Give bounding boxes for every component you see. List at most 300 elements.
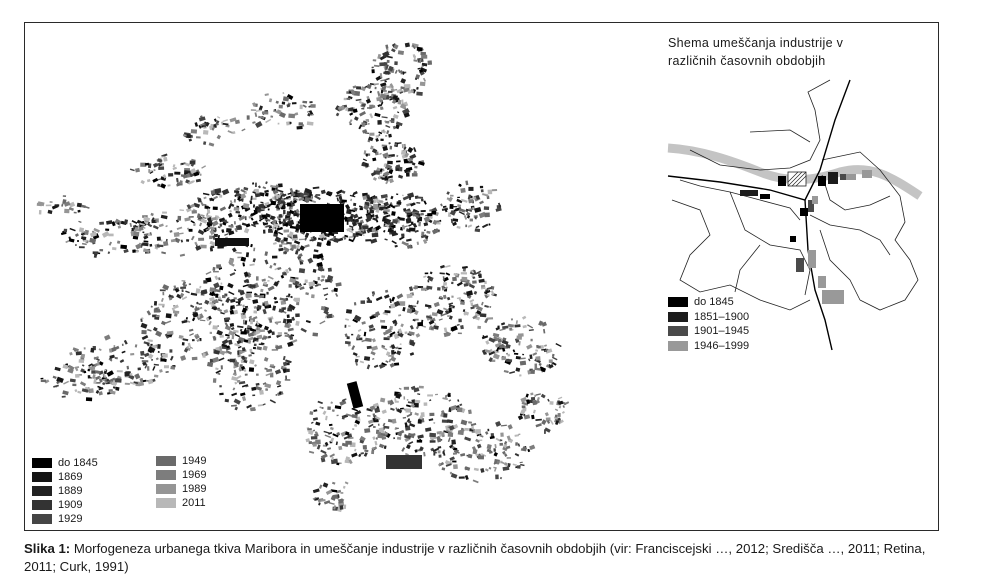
urban-block [361, 108, 364, 109]
legend-label: 1851–1900 [694, 310, 750, 323]
schema-industry [862, 170, 872, 178]
urban-block [279, 220, 282, 224]
urban-block [480, 186, 483, 188]
urban-block [238, 226, 242, 230]
urban-block [290, 226, 296, 229]
urban-block [134, 373, 140, 379]
urban-block [394, 61, 398, 65]
urban-block [182, 280, 186, 282]
urban-block [351, 453, 358, 458]
legend-label: 2011 [182, 497, 206, 509]
urban-block [450, 195, 454, 197]
urban-block [251, 109, 256, 111]
urban-block [465, 475, 469, 480]
legend-label: 1869 [58, 471, 83, 483]
urban-block [406, 243, 409, 246]
urban-block [430, 326, 433, 328]
urban-block [303, 283, 306, 285]
urban-block [402, 307, 405, 311]
urban-block [156, 357, 159, 360]
urban-block [96, 370, 101, 374]
urban-block [402, 226, 405, 230]
urban-block [507, 457, 511, 458]
legend-swatch [32, 500, 52, 510]
urban-block [439, 454, 442, 457]
urban-block [397, 293, 404, 299]
urban-block [280, 298, 287, 302]
urban-block [527, 449, 530, 452]
urban-block [61, 204, 63, 207]
urban-block [238, 289, 242, 292]
urban-block [252, 299, 258, 304]
urban-block [195, 122, 199, 127]
urban-block [391, 48, 396, 52]
urban-block [135, 168, 140, 173]
urban-block [219, 346, 221, 351]
urban-block [468, 454, 473, 459]
urban-block [309, 441, 312, 444]
urban-block [419, 386, 424, 389]
urban-block [245, 216, 247, 220]
urban-block [478, 455, 484, 459]
urban-block [410, 352, 414, 356]
urban-block [412, 173, 418, 176]
urban-block [265, 259, 269, 264]
urban-block [382, 409, 387, 414]
urban-block [191, 129, 197, 134]
urban-block [77, 240, 79, 242]
urban-block [109, 355, 115, 359]
urban-block [409, 197, 411, 200]
industrial-block [347, 381, 363, 409]
urban-block [341, 200, 346, 203]
urban-block [167, 184, 170, 186]
urban-block [492, 189, 497, 191]
urban-block [84, 347, 86, 349]
urban-block [464, 428, 469, 431]
urban-block [522, 405, 526, 408]
urban-block [213, 207, 218, 210]
urban-block [174, 232, 180, 237]
urban-block [558, 397, 563, 400]
schema-industry [778, 176, 786, 186]
urban-block [404, 84, 411, 89]
urban-block [321, 190, 326, 195]
legend-swatch [156, 456, 176, 466]
urban-block [413, 59, 417, 62]
urban-block [541, 394, 546, 399]
urban-block [444, 332, 449, 337]
urban-block [150, 213, 153, 216]
urban-block [345, 107, 348, 111]
urban-block [400, 343, 402, 345]
urban-block [460, 325, 464, 329]
urban-block [170, 356, 174, 361]
urban-block [421, 55, 427, 59]
urban-block [559, 406, 562, 409]
urban-block [468, 208, 473, 210]
urban-block [383, 215, 388, 219]
urban-block [241, 313, 243, 315]
urban-block [443, 308, 449, 312]
urban-block [297, 126, 303, 130]
urban-block [162, 212, 167, 214]
urban-block [253, 248, 255, 252]
urban-block [147, 310, 152, 315]
urban-block [225, 298, 230, 303]
urban-block [230, 200, 233, 204]
urban-block [395, 70, 398, 74]
urban-block [144, 233, 148, 236]
urban-block [132, 220, 138, 224]
urban-block [332, 482, 335, 485]
urban-block [335, 405, 342, 409]
urban-block [220, 206, 226, 211]
urban-block [107, 370, 114, 376]
legend-label: do 1845 [58, 457, 98, 469]
urban-block [518, 443, 520, 447]
urban-block [382, 146, 388, 151]
urban-block [227, 283, 233, 289]
urban-block [249, 200, 252, 204]
urban-block [506, 359, 512, 362]
urban-block [203, 141, 206, 145]
urban-block [401, 447, 405, 452]
urban-block [186, 239, 189, 242]
urban-block [141, 323, 148, 329]
urban-block [515, 367, 520, 371]
urban-block [76, 351, 82, 355]
urban-block [287, 341, 293, 347]
urban-block [425, 427, 431, 432]
urban-block [336, 282, 342, 286]
urban-block [235, 211, 240, 214]
schema-industry [760, 194, 770, 199]
urban-block [215, 367, 219, 370]
urban-block [543, 329, 545, 334]
urban-block [349, 119, 353, 124]
urban-block [268, 336, 271, 339]
urban-block [494, 452, 498, 457]
urban-block [213, 336, 217, 341]
urban-block [360, 361, 364, 364]
urban-block [173, 167, 177, 170]
urban-block [375, 87, 377, 89]
urban-block [380, 107, 384, 111]
urban-block [520, 361, 526, 366]
urban-block [162, 284, 169, 290]
urban-block [230, 306, 233, 310]
urban-block [508, 324, 514, 328]
urban-block [130, 223, 133, 227]
urban-block [312, 333, 318, 337]
urban-block [214, 188, 221, 194]
urban-block [69, 228, 75, 231]
urban-block [268, 286, 275, 292]
urban-block [112, 247, 116, 250]
urban-block [228, 291, 234, 295]
urban-block [473, 480, 479, 484]
urban-block [414, 412, 419, 416]
urban-block [143, 235, 148, 240]
urban-block [274, 301, 278, 304]
urban-block [489, 467, 492, 470]
urban-block [485, 213, 490, 218]
urban-block [402, 99, 404, 103]
urban-block [372, 67, 374, 69]
urban-block [487, 287, 492, 290]
urban-block [522, 354, 524, 355]
urban-block [450, 472, 452, 474]
urban-block [252, 198, 256, 200]
urban-block [227, 130, 232, 134]
urban-block [203, 130, 209, 135]
urban-block [287, 319, 292, 323]
urban-block [468, 409, 472, 414]
urban-block [443, 413, 447, 418]
urban-block [396, 193, 398, 195]
urban-block [263, 346, 268, 351]
urban-block [147, 366, 149, 371]
urban-block [464, 466, 470, 471]
urban-block [516, 320, 518, 324]
urban-block [253, 310, 257, 313]
urban-block [177, 287, 179, 289]
urban-block [46, 205, 52, 207]
urban-block [99, 249, 103, 251]
urban-block [451, 282, 453, 284]
urban-block [265, 181, 268, 184]
urban-block [222, 339, 229, 345]
urban-block [185, 163, 190, 167]
urban-block [437, 309, 444, 315]
urban-block [158, 166, 164, 170]
urban-block [458, 333, 462, 335]
urban-block [229, 210, 232, 213]
urban-block [140, 351, 144, 356]
urban-block [374, 441, 377, 446]
urban-block [504, 462, 508, 466]
main-map[interactable] [37, 43, 569, 513]
urban-block [457, 324, 460, 326]
urban-block [317, 401, 323, 404]
urban-block [79, 374, 82, 375]
urban-block [263, 230, 265, 234]
urban-block [287, 308, 292, 312]
urban-block [237, 326, 243, 329]
urban-block [241, 257, 247, 262]
urban-block [287, 220, 294, 226]
urban-block [234, 269, 236, 271]
urban-block [391, 211, 396, 216]
urban-block [384, 294, 390, 299]
urban-block [142, 335, 149, 340]
urban-block [149, 244, 152, 247]
urban-block [284, 332, 288, 334]
urban-block [531, 370, 535, 374]
urban-block [79, 359, 85, 363]
urban-block [465, 225, 467, 228]
urban-block [437, 287, 441, 291]
urban-block [96, 382, 101, 384]
urban-block [257, 346, 262, 350]
urban-block [313, 409, 317, 412]
urban-block [487, 444, 492, 449]
urban-block [440, 272, 445, 274]
schema-title-line1: Shema umeščanja industrije v [668, 36, 844, 50]
urban-block [217, 116, 220, 119]
urban-block [356, 86, 361, 89]
urban-block [299, 268, 305, 273]
urban-block [120, 245, 127, 250]
urban-block [196, 179, 201, 183]
urban-block [409, 423, 415, 427]
urban-block [127, 366, 130, 370]
schema-industry [800, 208, 808, 216]
urban-block [442, 467, 446, 470]
urban-block [99, 348, 102, 351]
urban-block [183, 338, 189, 341]
urban-block [115, 387, 119, 391]
urban-block [307, 428, 311, 430]
urban-block [189, 138, 192, 141]
urban-block [425, 304, 431, 307]
urban-block [309, 451, 314, 454]
urban-block [212, 267, 215, 271]
urban-block [220, 223, 223, 226]
urban-block [302, 101, 307, 104]
urban-block [433, 422, 435, 424]
urban-block [379, 134, 381, 136]
urban-block [531, 415, 535, 420]
urban-block [480, 468, 484, 473]
urban-block [372, 228, 376, 232]
urban-block [401, 234, 404, 237]
legend-label: 1989 [182, 483, 207, 495]
urban-block [397, 111, 399, 113]
urban-block [526, 344, 532, 350]
urban-block [536, 393, 541, 396]
urban-block [536, 423, 542, 427]
urban-block [370, 146, 374, 150]
urban-block [279, 105, 283, 109]
urban-block [276, 101, 279, 104]
urban-block [114, 219, 122, 226]
urban-blocks [37, 43, 569, 513]
urban-block [173, 304, 178, 309]
urban-block [421, 210, 426, 212]
urban-block [327, 406, 331, 410]
urban-block [417, 47, 423, 52]
urban-block [80, 381, 86, 386]
urban-block [309, 281, 315, 286]
urban-block [429, 399, 431, 401]
urban-block [295, 313, 300, 317]
urban-block [424, 222, 429, 226]
urban-block [516, 336, 522, 340]
urban-block [166, 313, 172, 318]
urban-block [247, 337, 254, 342]
urban-block [545, 412, 549, 416]
urban-block [555, 409, 558, 412]
urban-block [390, 363, 395, 368]
urban-block [470, 219, 473, 222]
urban-block [504, 370, 509, 373]
urban-block [255, 121, 263, 128]
urban-block [99, 222, 104, 225]
urban-block [358, 216, 363, 219]
urban-block [262, 278, 266, 281]
urban-block [360, 452, 364, 454]
urban-block [363, 445, 367, 449]
urban-block [461, 277, 467, 281]
urban-block [517, 465, 521, 468]
urban-block [233, 387, 236, 390]
urban-block [440, 296, 442, 298]
urban-block [423, 452, 426, 457]
schema-industry [740, 190, 758, 196]
urban-block [288, 328, 294, 332]
urban-block [515, 453, 520, 457]
urban-block [261, 215, 265, 218]
urban-block [189, 216, 194, 218]
urban-block [161, 298, 164, 302]
urban-block [282, 102, 285, 105]
schema-legend [668, 294, 808, 354]
urban-block [481, 189, 484, 192]
urban-block [251, 387, 256, 391]
urban-block [196, 302, 199, 305]
figure-caption [24, 540, 959, 576]
urban-block [345, 341, 351, 344]
urban-block [429, 433, 436, 437]
urban-block [445, 265, 451, 268]
urban-block [354, 424, 357, 427]
urban-block [219, 385, 222, 387]
urban-block [461, 420, 468, 426]
urban-block [409, 228, 416, 232]
urban-block [192, 357, 198, 360]
urban-block [532, 400, 537, 405]
urban-block [520, 464, 524, 466]
urban-block [311, 422, 314, 424]
urban-block [369, 324, 374, 329]
urban-block [230, 272, 236, 276]
urban-block [314, 195, 321, 200]
urban-block [247, 298, 250, 300]
urban-block [313, 417, 318, 420]
urban-block [372, 436, 375, 440]
urban-block [547, 399, 550, 402]
urban-block [371, 450, 374, 454]
urban-block [158, 351, 160, 353]
urban-block [118, 226, 121, 229]
urban-block [374, 113, 380, 117]
urban-block [373, 177, 377, 181]
urban-block [452, 461, 456, 463]
urban-block [447, 297, 450, 300]
urban-block [406, 173, 410, 177]
urban-block [219, 393, 224, 396]
urban-block [451, 296, 453, 298]
urban-block [160, 289, 166, 291]
urban-block [242, 305, 244, 308]
urban-block [243, 187, 248, 191]
urban-block [248, 354, 252, 357]
urban-block [476, 429, 481, 434]
urban-block [313, 443, 317, 446]
urban-block [459, 476, 465, 478]
